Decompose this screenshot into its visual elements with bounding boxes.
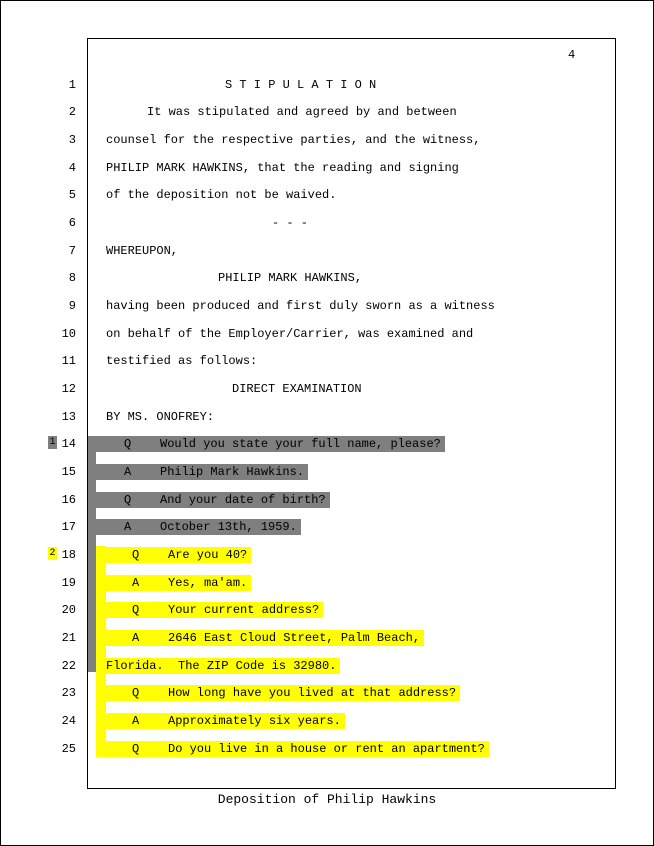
- line-number: 3: [68, 133, 76, 147]
- highlighted-question: Q How long have you lived at that address?: [96, 685, 460, 701]
- highlighted-question: Q Your current address?: [96, 602, 323, 618]
- highlighted-question: Q And your date of birth?: [88, 492, 330, 508]
- footer-title: Deposition of Philip Hawkins: [217, 792, 437, 807]
- line-number: 14: [61, 437, 76, 451]
- line-number: 9: [68, 299, 76, 313]
- transcript-line: PHILIP MARK HAWKINS, that the reading and signing: [106, 161, 459, 175]
- line-number: 10: [61, 327, 76, 341]
- highlight-marker-1[interactable]: 1: [49, 437, 56, 448]
- line-number: 18: [61, 548, 76, 562]
- transcript-line: It was stipulated and agreed by and between: [147, 105, 457, 119]
- highlighted-question: Q Would you state your full name, please?: [88, 436, 445, 452]
- line-number: 19: [61, 576, 76, 590]
- section-separator: - - -: [272, 216, 309, 230]
- highlighted-answer-continued: Florida. The ZIP Code is 32980.: [106, 658, 340, 674]
- highlight-marker-2[interactable]: 2: [49, 548, 56, 559]
- line-number: 5: [68, 188, 76, 202]
- line-number: 20: [61, 603, 76, 617]
- highlighted-answer: A Yes, ma'am.: [96, 575, 251, 591]
- highlighted-question: Q Do you live in a house or rent an apartment?: [96, 741, 489, 757]
- examination-heading: DIRECT EXAMINATION: [232, 382, 362, 396]
- line-number: 13: [61, 410, 76, 424]
- line-number: 6: [68, 216, 76, 230]
- line-number: 25: [61, 742, 76, 756]
- transcript-line: counsel for the respective parties, and the witness,: [106, 133, 481, 147]
- line-number: 21: [61, 631, 76, 645]
- transcript-line: of the deposition not be waived.: [106, 188, 337, 202]
- line-number: 12: [61, 382, 76, 396]
- line-number: 8: [68, 271, 76, 285]
- line-number: 17: [61, 520, 76, 534]
- page-number: 4: [568, 48, 576, 62]
- line-number: 1: [68, 78, 76, 92]
- highlighted-answer: A Approximately six years.: [96, 713, 345, 729]
- line-number: 16: [61, 493, 76, 507]
- line-number: 7: [68, 244, 76, 258]
- witness-name-heading: PHILIP MARK HAWKINS,: [218, 271, 363, 285]
- line-number: 15: [61, 465, 76, 479]
- highlighted-answer: A October 13th, 1959.: [88, 519, 301, 535]
- transcript-line: BY MS. ONOFREY:: [106, 410, 215, 424]
- transcript-line: on behalf of the Employer/Carrier, was examined and: [106, 327, 474, 341]
- line-number: 23: [61, 686, 76, 700]
- transcript-line: testified as follows:: [106, 354, 258, 368]
- stipulation-heading: S T I P U L A T I O N: [225, 78, 377, 92]
- line-number: 11: [61, 354, 76, 368]
- line-number: 22: [61, 659, 76, 673]
- transcript-line: WHEREUPON,: [106, 244, 179, 258]
- highlighted-answer: A Philip Mark Hawkins.: [88, 464, 308, 480]
- highlighted-question: Q Are you 40?: [96, 547, 251, 563]
- transcript-line: having been produced and first duly sworn as a witness: [106, 299, 495, 313]
- line-number: 4: [68, 161, 76, 175]
- line-number: 2: [68, 105, 76, 119]
- highlighted-answer: A 2646 East Cloud Street, Palm Beach,: [96, 630, 424, 646]
- line-number: 24: [61, 714, 76, 728]
